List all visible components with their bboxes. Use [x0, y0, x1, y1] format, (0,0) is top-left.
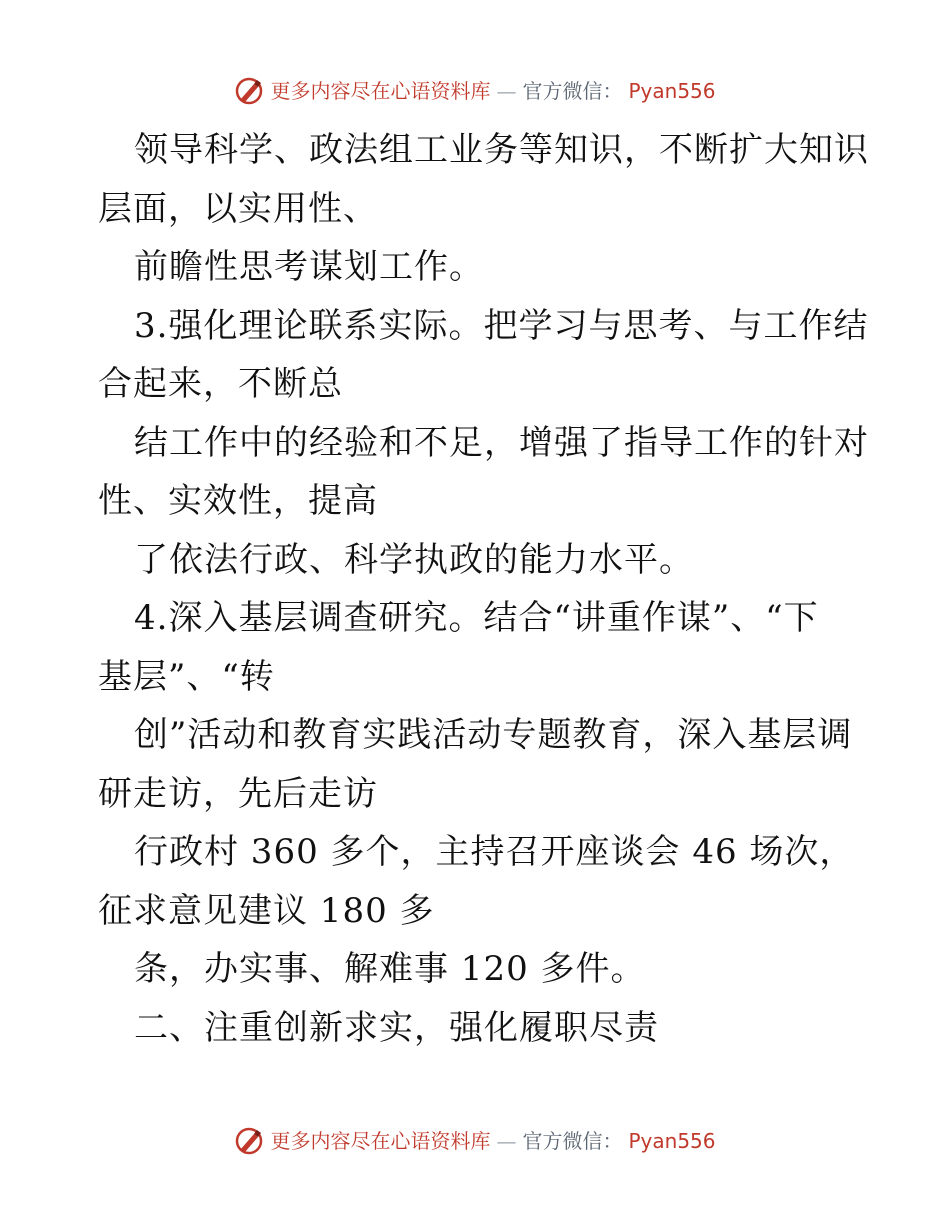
watermark-id: Pyan556 [628, 1129, 716, 1153]
watermark-brand: 更多内容尽在心语资料库 [270, 79, 491, 103]
text-line: 征求意见建议 180 多 [98, 890, 435, 931]
watermark-id: Pyan556 [628, 79, 716, 103]
text-line: 结工作中的经验和不足，增强了指导工作的针对 [134, 422, 869, 463]
watermark-dash: — [496, 79, 517, 103]
watermark-official: 官方微信： [522, 1129, 623, 1153]
text-line: 4.深入基层调查研究。结合“讲重作谋”、“下 [134, 598, 819, 638]
text-line: 行政村 360 多个，主持召开座谈会 46 场次， [134, 832, 855, 872]
text-line: 研走访，先后走访 [98, 773, 378, 814]
watermark-brand: 更多内容尽在心语资料库 [270, 1129, 491, 1153]
header-watermark [0, 76, 950, 106]
pen-logo-icon [234, 1126, 264, 1156]
text-line: 领导科学、政法组工业务等知识，不断扩大知识 [134, 130, 869, 170]
text-line: 3.强化理论联系实际。把学习与思考、与工作结 [134, 305, 869, 346]
text-line: 前瞻性思考谋划工作。 [134, 247, 484, 287]
watermark-dash: — [496, 1129, 517, 1153]
text-line: 创”活动和教育实践活动专题教育，深入基层调 [134, 715, 853, 755]
footer-watermark [0, 1126, 950, 1156]
text-line: 了依法行政、科学执政的能力水平。 [134, 539, 694, 580]
text-line: 合起来，不断总 [98, 364, 343, 404]
text-line: 性、实效性，提高 [98, 481, 378, 521]
text-line: 基层”、“转 [98, 656, 275, 697]
watermark-official: 官方微信： [522, 79, 623, 103]
section-heading: 二、注重创新求实，强化履职尽责 [134, 1007, 659, 1048]
text-line: 层面，以实用性、 [98, 188, 378, 229]
document-body [98, 121, 869, 1057]
text-line: 条，办实事、解难事 120 多件。 [134, 949, 646, 989]
pen-logo-icon [234, 76, 264, 106]
